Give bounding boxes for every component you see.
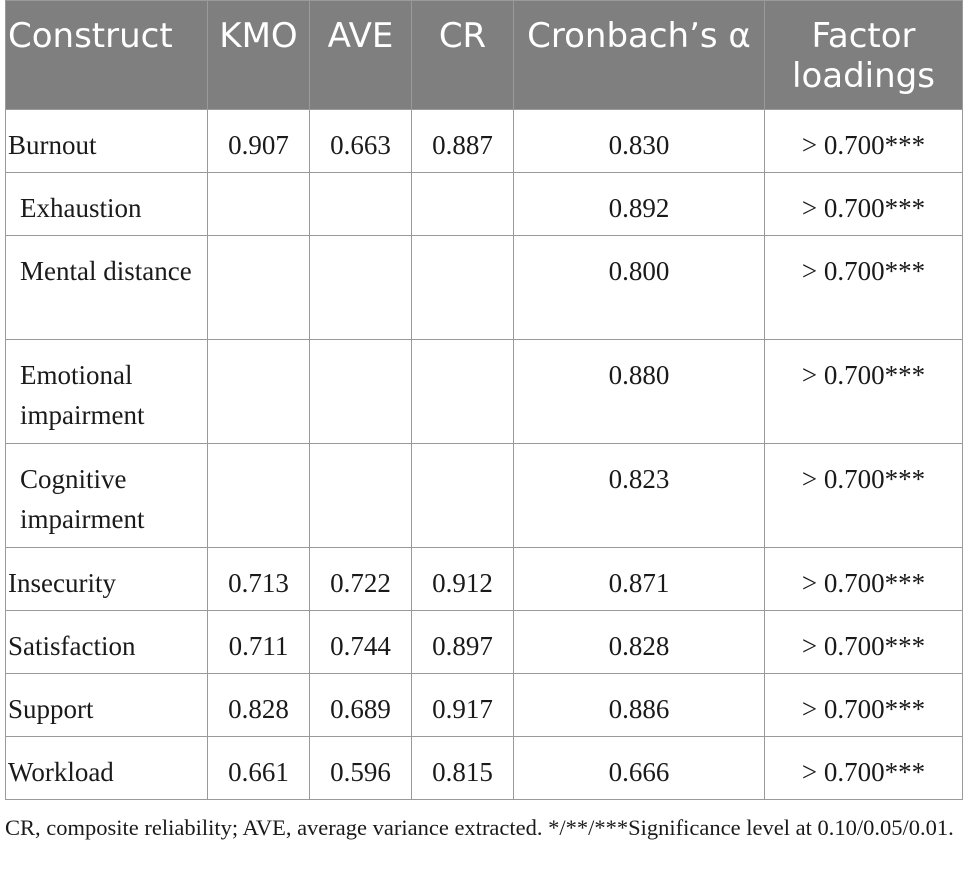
cell-cr — [412, 173, 514, 236]
cell-ave: 0.722 — [310, 548, 412, 611]
cell-ave — [310, 340, 412, 444]
cell-kmo: 0.661 — [208, 737, 310, 800]
cell-alpha: 0.880 — [514, 340, 765, 444]
cell-construct: Emotional impairment — [6, 340, 208, 444]
cell-cr — [412, 236, 514, 340]
header-cr: CR — [412, 1, 514, 110]
cell-ave: 0.663 — [310, 110, 412, 173]
cell-kmo — [208, 236, 310, 340]
reliability-table-container — [5, 0, 962, 800]
cell-kmo: 0.828 — [208, 674, 310, 737]
header-ave: AVE — [310, 1, 412, 110]
header-construct: Construct — [6, 1, 208, 110]
cell-cr: 0.912 — [412, 548, 514, 611]
cell-construct: Insecurity — [6, 548, 208, 611]
cell-construct: Support — [6, 674, 208, 737]
cell-kmo — [208, 173, 310, 236]
cell-ave: 0.596 — [310, 737, 412, 800]
cell-cr — [412, 340, 514, 444]
cell-construct: Burnout — [6, 110, 208, 173]
cell-loadings: > 0.700*** — [765, 611, 963, 674]
cell-construct: Cognitive impairment — [6, 444, 208, 548]
cell-kmo: 0.713 — [208, 548, 310, 611]
reliability-table — [5, 0, 963, 800]
cell-alpha: 0.886 — [514, 674, 765, 737]
table-row — [6, 236, 963, 340]
cell-alpha: 0.892 — [514, 173, 765, 236]
cell-loadings: > 0.700*** — [765, 548, 963, 611]
cell-ave — [310, 236, 412, 340]
cell-loadings: > 0.700*** — [765, 674, 963, 737]
cell-loadings: > 0.700*** — [765, 444, 963, 548]
cell-ave: 0.744 — [310, 611, 412, 674]
cell-kmo — [208, 444, 310, 548]
cell-loadings: > 0.700*** — [765, 110, 963, 173]
cell-alpha: 0.666 — [514, 737, 765, 800]
header-factor-loadings: Factor loadings — [765, 1, 963, 110]
cell-construct: Mental distance — [6, 236, 208, 340]
table-row — [6, 173, 963, 236]
table-row — [6, 548, 963, 611]
cell-loadings: > 0.700*** — [765, 737, 963, 800]
cell-loadings: > 0.700*** — [765, 236, 963, 340]
cell-ave — [310, 444, 412, 548]
header-cronbach-alpha: Cronbach’s α — [514, 1, 765, 110]
cell-alpha: 0.828 — [514, 611, 765, 674]
cell-alpha: 0.800 — [514, 236, 765, 340]
cell-kmo: 0.711 — [208, 611, 310, 674]
cell-construct: Satisfaction — [6, 611, 208, 674]
cell-alpha: 0.830 — [514, 110, 765, 173]
cell-loadings: > 0.700*** — [765, 340, 963, 444]
cell-ave — [310, 173, 412, 236]
cell-cr: 0.887 — [412, 110, 514, 173]
table-header-row — [6, 1, 963, 110]
table-row — [6, 444, 963, 548]
table-row — [6, 737, 963, 800]
cell-kmo — [208, 340, 310, 444]
cell-cr — [412, 444, 514, 548]
table-row — [6, 611, 963, 674]
cell-alpha: 0.871 — [514, 548, 765, 611]
cell-cr: 0.897 — [412, 611, 514, 674]
cell-construct: Workload — [6, 737, 208, 800]
table-row — [6, 674, 963, 737]
table-row — [6, 110, 963, 173]
table-row — [6, 340, 963, 444]
cell-alpha: 0.823 — [514, 444, 765, 548]
cell-cr: 0.815 — [412, 737, 514, 800]
cell-kmo: 0.907 — [208, 110, 310, 173]
header-kmo: KMO — [208, 1, 310, 110]
cell-cr: 0.917 — [412, 674, 514, 737]
table-footnote: CR, composite reliability; AVE, average variance extracted. */**/***Significance level at 0.10/0.05/0.01. — [5, 815, 954, 840]
cell-ave: 0.689 — [310, 674, 412, 737]
cell-loadings: > 0.700*** — [765, 173, 963, 236]
cell-construct: Exhaustion — [6, 173, 208, 236]
